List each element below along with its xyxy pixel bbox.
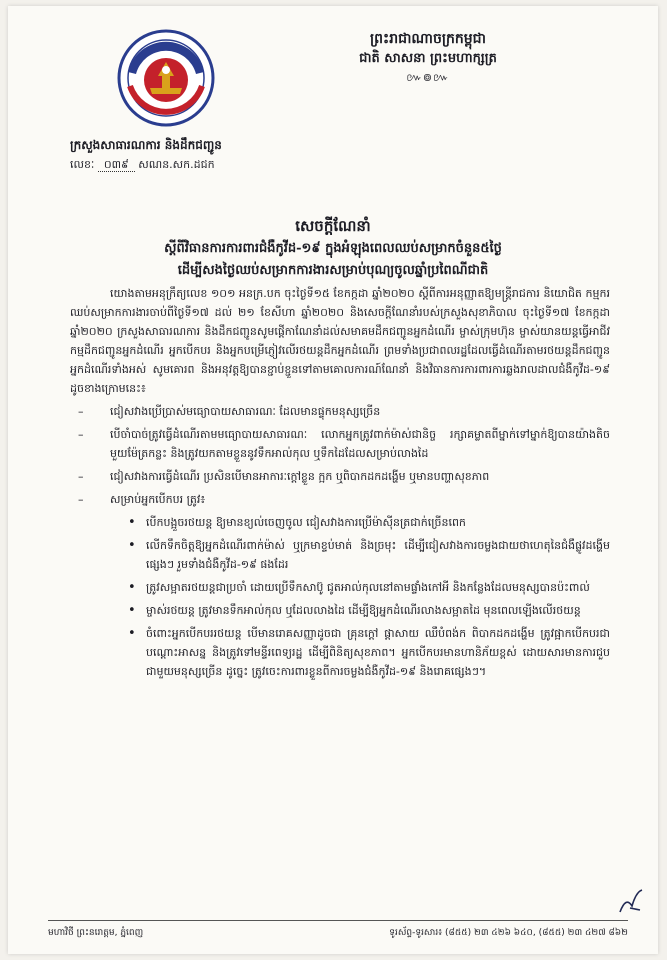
- reference-number: [70, 156, 430, 174]
- footer-address: មហាវិថី ព្រះនរោត្តម, ភ្នំពេញ: [48, 928, 144, 938]
- document-body: [70, 284, 610, 685]
- footer-phone: ទូរស័ព្ទ-ទូរសារ៖ (៨៥៥) ២៣ ៤២៦ ៦៤០, (៨៥៥) ២៣ ៤២៧ ៨៦២: [389, 928, 628, 938]
- document-page: [8, 6, 658, 954]
- ministry-logo: [116, 28, 216, 128]
- kingdom-name: ព្រះរាជាណាចក្រកម្ពុជា: [369, 31, 486, 47]
- list-item: – បើចាំបាច់ត្រូវធ្វើដំណើរតាមមធ្យោបាយសាធារណៈ លោកអ្នកត្រូវពាក់ម៉ាស់ជានិច្ច រក្សាគម្លាតពីម្នាក់ទៅម្នាក់ឱ្យបានយ៉ាងតិចមួយម៉ែត្រកន្លះ និងត្រូវយកតាមខ្លួននូវទឹកអាល់កុល ឬទឹកដៃដែលសម្រាប់លាងដៃ: [70, 425, 610, 463]
- ref-suffix: សណន.សក.ដជក: [138, 158, 215, 171]
- list-item: • ចំពោះអ្នកបើកបររថយន្ត បើមានរោគសញ្ញាដូចជា គ្រុនក្តៅ ផ្តាសាយ ឈឺបំពង់ក ពិបាកដកដង្ហើម ត្រូវផ្អាកបើកបរជាបណ្តោះអាសន្ន និងត្រូវទៅមន្ទីរពេទ្យរដ្ឋ ដើម្បីពិនិត្យសុខភាព។ អ្នកបើកបរមានហានិភ័យខ្ពស់ ដោយសារមានការជួបជាមួយមនុស្សច្រើន ដូច្នេះ ត្រូវចេះការពារខ្លួនពីការចម្លងជំងឺកូវីដ-១៩ និងរោគផ្សេងៗ។: [110, 624, 610, 681]
- national-motto: ជាតិ សាសនា ព្រះមហាក្សត្រ: [359, 51, 497, 66]
- instruction-list: [70, 402, 610, 681]
- royal-header: [298, 30, 558, 87]
- ref-prefix: លេខៈ: [70, 158, 95, 171]
- driver-list: [110, 513, 610, 681]
- title-line-2: ដើម្បីសងថ្ងៃឈប់សម្រាកការងារសម្រាប់បុណ្យចូលឆ្នាំប្រពៃណីជាតិ: [177, 263, 489, 278]
- intro-paragraph: យោងតាមអនុក្រឹត្យលេខ ១០១ អនក្រ.បក ចុះថ្ងៃទី១៥ ខែកក្កដា ឆ្នាំ២០២០ ស្តីពីការអនុញ្ញាតឱ្យមន្ត្រីរាជការ និយោជិត កម្មករ ឈប់សម្រាកការងារចាប់ពីថ្ងៃទី១៧ ដល់ ២១ ខែសីហា ឆ្នាំ២០២០ និងសេចក្តីណែនាំរបស់ក្រសួងសុខាភិបាល ចុះថ្ងៃទី១៧ ខែកក្កដា ឆ្នាំ២០២០ ក្រសួងសាធារណការ និងដឹកជញ្ជូនសូមផ្តើកាណែនាំដល់សមាគមដឹកជញ្ជូនអ្នកដំណើរ ម្ចាស់ក្រុមហ៊ុន ម្ចាស់យានយន្តធ្វើអាជីវកម្មដឹកជញ្ជូនអ្នកដំណើរ អ្នកបើកបរ និងអ្នកបម្រើភ្ញៀវលើរថយន្តដឹកអ្នកដំណើរ ព្រមទាំងប្រជាពលរដ្ឋដែលធ្វើដំណើរតាមរថយន្តដឹកជញ្ជូនអ្នកដំណើរទាំងអស់ សូមគោរព និងអនុវត្តឱ្យបានខ្ជាប់ខ្ជួនទៅតាមគោលការណ៍ណែនាំ និងវិធានការការពារការឆ្លងរាលដាលជំងឺកូវីដ-១៩ ដូចខាងក្រោមនេះ៖: [70, 287, 610, 395]
- ministry-name: ក្រសួងសាធារណការ និងដឹកជញ្ជូន: [70, 138, 222, 152]
- driver-heading: សម្រាប់អ្នកបើកបរ ត្រូវ៖: [110, 493, 206, 506]
- list-item: – ជៀសវាងការធ្វើដំណើរ ប្រសិនបើមានអាការៈក្តៅខ្លួន ក្អក ឬពិបាកដកដង្ហើម ឬមានបញ្ហាសុខភាព: [70, 467, 610, 486]
- footer: [48, 920, 628, 945]
- list-item: – ជៀសវាងប្រើប្រាស់មធ្យោបាយសាធារណៈ ដែលមានផ្ទុកមនុស្សច្រើន: [70, 402, 610, 421]
- list-item: • ត្រូវសម្អាតរថយន្តជាប្រចាំ ដោយប្រើទឹកសាប៊ូ ជូតអាល់កុលនៅតាមផ្ទាំងកៅអី និងកន្លែងដែលមនុស្សបានប៉ះពាល់: [110, 578, 610, 597]
- ornament: ៚៙៚: [406, 71, 450, 84]
- title-line-1: ស្តីពីវិធានការការពារជំងឺកូវីដ-១៩ ក្នុងអំឡុងពេលឈប់សម្រាកចំនួន៥ថ្ងៃ: [164, 241, 502, 256]
- signature-mark: [616, 886, 646, 916]
- title-main: សេចក្តីណែនាំ: [295, 217, 371, 235]
- list-item: • ម្ចាស់រថយន្ត ត្រូវមានទឹកអាល់កុល ឬដែលលាងដៃ ដើម្បីឱ្យអ្នកដំណើរលាងសម្អាតដៃ មុនពេលឡើងលើរថយន្ត: [110, 601, 610, 620]
- document-title: [48, 214, 618, 282]
- ref-number: ០៣៩: [98, 158, 135, 172]
- list-item: • បើកបង្អួចរថយន្ត ឱ្យមានខ្យល់ចេញចូល ជៀសវាងការប្រើម៉ាស៊ីនត្រជាក់ច្រើនពេក: [110, 513, 610, 532]
- list-item: [70, 490, 610, 681]
- list-item: • លើកទឹកចិត្តឱ្យអ្នកដំណើរពាក់ម៉ាស់ ឬក្រមាខ្ទប់មាត់ និងច្រមុះ ដើម្បីជៀសវាងការចម្លងជាយថាហេតុនៃជំងឺផ្លូវដង្ហើមផ្សេងៗ រួមទាំងជំងឺកូវីដ-១៩ ផងដែរ: [110, 536, 610, 574]
